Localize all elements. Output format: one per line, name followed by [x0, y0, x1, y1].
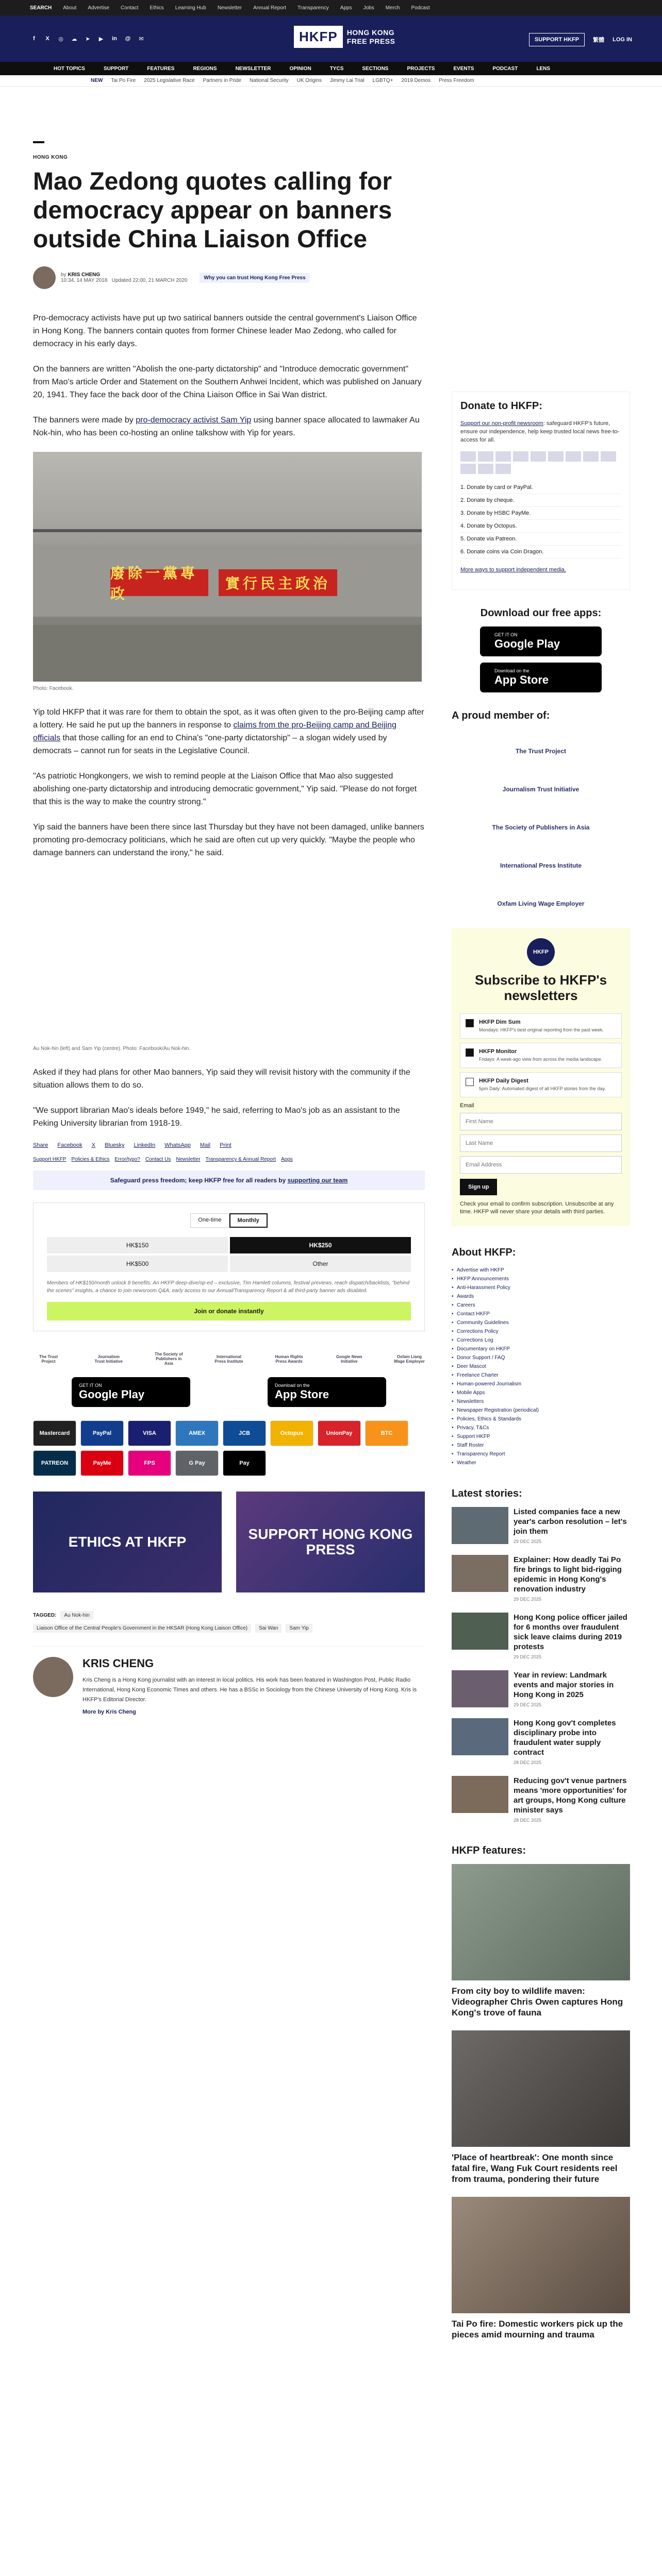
- octopus-icon[interactable]: Octopus: [270, 1420, 313, 1446]
- logo-wordmark: HONG KONG FREE PRESS: [346, 28, 395, 45]
- language-switch[interactable]: 繁體: [593, 37, 605, 43]
- google-play-badge[interactable]: GET IT ON Google Play: [480, 626, 602, 656]
- partner-logo[interactable]: Human Rights Press Awards: [275, 1354, 303, 1364]
- email-input[interactable]: [460, 1156, 622, 1174]
- about-link[interactable]: • Support HKFP: [452, 1432, 630, 1441]
- last-name-input[interactable]: [460, 1134, 622, 1152]
- tag-list: [33, 1624, 425, 1633]
- feature-title[interactable]: From city boy to wildlife maven: Videographer Chris Owen captures Hong Kong's trove of fauna: [452, 1986, 623, 2018]
- promo-banners: [33, 1492, 425, 1592]
- nav-item[interactable]: PODCAST: [492, 65, 518, 72]
- about-links: [452, 1266, 630, 1467]
- about-link[interactable]: • Freelance Charter: [452, 1371, 630, 1380]
- more-by-author-link[interactable]: More by Kris Cheng: [82, 1709, 136, 1715]
- share-mail[interactable]: Mail: [200, 1142, 211, 1148]
- nav-item[interactable]: PROJECTS: [407, 65, 435, 72]
- donate-method[interactable]: 4. Donate by Octopus.: [460, 520, 621, 533]
- first-name-input[interactable]: [460, 1113, 622, 1130]
- story-thumbnail[interactable]: [452, 1613, 508, 1650]
- nav-item[interactable]: LENS: [536, 65, 550, 72]
- newsletter-note: Check your email to confirm subscription. Unsubscribe at any time. HKFP will never share your details with third parties.: [460, 1201, 614, 1215]
- footer-link[interactable]: Policies & Ethics: [71, 1157, 110, 1162]
- donate-method[interactable]: 3. Donate by HSBC PayMe.: [460, 507, 621, 520]
- app-store-badge[interactable]: Download on the App Store: [480, 663, 602, 692]
- signup-button[interactable]: Sign up: [460, 1179, 497, 1195]
- sidebar: [452, 392, 630, 2352]
- article: [33, 141, 425, 1715]
- nav-item[interactable]: FEATURES: [147, 65, 175, 72]
- latest-story[interactable]: [452, 1670, 630, 1709]
- author-box: [33, 1646, 425, 1715]
- nav-item[interactable]: HOT TOPICS: [54, 65, 85, 72]
- sidebar-apps: [452, 607, 630, 692]
- about-link[interactable]: • Transparency Report: [452, 1450, 630, 1459]
- membership-section: [452, 710, 630, 923]
- updated-date: Updated 22:00, 21 MARCH 2020: [111, 278, 188, 283]
- footer-link[interactable]: Support HKFP: [33, 1157, 67, 1162]
- latest-stories: [452, 1488, 630, 1824]
- latest-story[interactable]: [452, 1718, 630, 1767]
- search-menu-link[interactable]: SEARCH: [30, 5, 52, 11]
- payment-icon-row: [460, 451, 621, 474]
- about-link[interactable]: • Advertise with HKFP: [452, 1266, 630, 1275]
- story-date: 29 DEC 2025: [514, 1539, 542, 1544]
- features-title: HKFP features:: [452, 1845, 526, 1856]
- story-title[interactable]: Listed companies face a new year's carbon resolution – let's join them: [514, 1507, 627, 1536]
- about-link[interactable]: • Corrections Policy: [452, 1327, 630, 1336]
- about-link[interactable]: • Human-powered Journalism: [452, 1380, 630, 1388]
- about-link[interactable]: • Awards: [452, 1292, 630, 1301]
- member-logo[interactable]: Oxfam Living Wage Employer: [497, 900, 585, 907]
- login-link[interactable]: LOG IN: [613, 37, 632, 43]
- donation-widget: [33, 1202, 425, 1331]
- topbar-link[interactable]: Newsletter: [217, 5, 242, 11]
- new-badge: NEW: [91, 78, 103, 83]
- about-link[interactable]: • Anti-Harassment Policy: [452, 1283, 630, 1292]
- email-label: Email: [460, 1103, 474, 1109]
- story-date: 29 DEC 2025: [514, 1702, 542, 1707]
- unionpay-icon: [566, 451, 581, 462]
- partner-logo[interactable]: Oxfam Liang Wage Employer: [394, 1354, 425, 1364]
- apps-title: Download our free apps:: [480, 607, 602, 619]
- photo-banner-left: 廢除一黨專政: [110, 569, 208, 596]
- threads-icon[interactable]: @: [125, 36, 131, 42]
- hot-topic-link[interactable]: Tai Po Fire: [111, 78, 136, 83]
- hot-topic-link[interactable]: 2025 Legislative Race: [144, 78, 195, 83]
- member-logo[interactable]: Journalism Trust Initiative: [502, 786, 580, 793]
- share-x[interactable]: X: [91, 1142, 96, 1148]
- bluesky-icon[interactable]: ☁: [71, 36, 77, 42]
- paragraph: The banners were made by pro-democracy activist Sam Yip using banner space allocated to lawmaker Au Nok-hin, who has been co-hosting an online talkshow with Yip for years.: [33, 416, 420, 437]
- nav-item[interactable]: EVENTS: [453, 65, 474, 72]
- facebook-icon[interactable]: f: [33, 36, 35, 42]
- features-section: [452, 1845, 630, 2340]
- latest-title: Latest stories:: [452, 1488, 522, 1499]
- article-category[interactable]: HONG KONG: [33, 155, 68, 160]
- masthead-actions: [529, 33, 632, 46]
- linkedin-icon[interactable]: in: [112, 36, 117, 42]
- share-link[interactable]: Share: [33, 1142, 48, 1148]
- latest-story[interactable]: [452, 1555, 630, 1603]
- frequency-toggle: [47, 1213, 411, 1228]
- nav-item[interactable]: NEWSLETTER: [235, 65, 271, 72]
- partner-logo[interactable]: Journalism Trust Initiative: [94, 1354, 123, 1364]
- hot-topics-bar: [0, 75, 662, 87]
- topbar-link[interactable]: Transparency: [297, 5, 329, 11]
- share-bluesky[interactable]: Bluesky: [105, 1142, 125, 1148]
- about-link[interactable]: • Policies, Ethics & Standards: [452, 1415, 630, 1423]
- logo-mark: HKFP: [294, 26, 343, 48]
- partner-logo[interactable]: The Society of Publishers in Asia: [154, 1352, 183, 1366]
- nav-item[interactable]: OPINION: [289, 65, 311, 72]
- photo-caption: Au Nok-hin (left) and Sam Yip (centre). Photo: Facebook/Au Nok-hin.: [33, 1046, 191, 1052]
- jcb-icon: [531, 451, 546, 462]
- telegram-icon[interactable]: ➤: [85, 36, 90, 42]
- partner-logo[interactable]: Google News Initiative: [336, 1354, 362, 1364]
- footer-link[interactable]: Transparency & Annual Report: [205, 1157, 276, 1162]
- site-logo[interactable]: [294, 26, 395, 48]
- paragraph: "We support librarian Mao's ideals before 1949," he said, referring to Mao's job as an assistant to the Peking University librarian from 1918-19.: [33, 1106, 400, 1128]
- about-link[interactable]: • Mobile Apps: [452, 1388, 630, 1397]
- checkbox-checked[interactable]: [466, 1019, 474, 1027]
- story-date: 28 DEC 2025: [514, 1760, 542, 1765]
- topbar-link[interactable]: Contact: [121, 5, 139, 11]
- photo-banner-right: 實行民主政治: [219, 569, 337, 596]
- story-title[interactable]: Hong Kong police officer jailed for 6 months over fraudulent sick leave claims during 2019 protests: [514, 1613, 627, 1651]
- nav-item[interactable]: SUPPORT: [103, 65, 129, 72]
- join-donate-button[interactable]: Join or donate instantly: [47, 1302, 411, 1320]
- photo-rail: [33, 529, 422, 532]
- partner-logos: [33, 1352, 425, 1366]
- newsletter-option[interactable]: HKFP Monitor Fridays: A week-ago view from across the media landscape.: [460, 1043, 622, 1068]
- article-headline: Mao Zedong quotes calling for democracy appear on banners outside China Liaison Office: [33, 168, 392, 253]
- inline-link[interactable]: claims from the pro-Beijing camp and Beijing officials: [33, 721, 396, 742]
- author-link[interactable]: KRIS CHENG: [68, 272, 101, 278]
- feature-image[interactable]: [452, 1864, 630, 1980]
- tags-section: [33, 1611, 425, 1620]
- topbar-link[interactable]: Merch: [385, 5, 400, 11]
- story-title[interactable]: Year in review: Landmark events and major stories in Hong Kong in 2025: [514, 1671, 614, 1699]
- social-links: [30, 35, 283, 43]
- donate-method[interactable]: 5. Donate via Patreon.: [460, 533, 621, 546]
- main-nav: [0, 62, 662, 75]
- safeguard-link[interactable]: supporting our team: [287, 1177, 348, 1184]
- byline-by: by: [61, 272, 67, 278]
- about-title: About HKFP:: [452, 1247, 516, 1258]
- publish-date: 10:34, 14 MAY 2018: [61, 278, 108, 283]
- paypal-icon[interactable]: PayPal: [80, 1420, 124, 1446]
- donate-text: Support our non-profit newsroom: safeguard HKFP's future, ensure our independence, help keep trusted local news free-to-access for all.: [460, 420, 620, 443]
- member-logo[interactable]: International Press Institute: [500, 862, 582, 869]
- payme-icon: [460, 464, 476, 474]
- paragraph: On the banners are written "Abolish the one-party dictatorship" and "Introduce democratic government" from Mao's article Order and Statement on the Southern Anhwei Incident, which was published on January 20, 1941. They face the back door of the China Liaison Office in Sai Wan district.: [33, 365, 422, 399]
- hot-topic-link[interactable]: Jimmy Lai Trial: [329, 78, 365, 83]
- partner-logo[interactable]: International Press Institute: [214, 1354, 243, 1364]
- divider: [33, 141, 44, 143]
- x-icon[interactable]: X: [45, 36, 49, 42]
- monthly-option[interactable]: Monthly: [229, 1213, 268, 1228]
- hkfp-badge: HKFP: [527, 938, 555, 966]
- feature-image[interactable]: [452, 2030, 630, 2147]
- about-link[interactable]: • Weather: [452, 1459, 630, 1467]
- donate-title: Donate to HKFP:: [460, 400, 542, 412]
- patreon-icon[interactable]: PATREON: [33, 1450, 76, 1476]
- bitcoin-icon: [583, 451, 599, 462]
- paragraph: Yip told HKFP that it was rare for them to obtain the spot, as it was often given to the pro-Beijing camp after a lottery. He said he put up the banners in response to claims from the pro-Beijing camp and Beijing officials that those calling for an end to China's "one-party dictatorship" – a slogan widely used by democrats – cannot run for seats in the Legislative Council.: [33, 708, 424, 755]
- google-pay-icon: [495, 464, 511, 474]
- hot-topic-link[interactable]: UK Origins: [296, 78, 322, 83]
- story-thumbnail[interactable]: [452, 1776, 508, 1813]
- octopus-icon: [548, 451, 564, 462]
- tag[interactable]: Liaison Office of the Central People's Government in the HKSAR (Hong Kong Liaison Office): [33, 1624, 251, 1633]
- amount-option[interactable]: HK$150: [47, 1237, 228, 1253]
- about-link[interactable]: • Corrections Log: [452, 1336, 630, 1345]
- topbar-link[interactable]: Learning Hub: [175, 5, 206, 11]
- footer-link[interactable]: Contact Us: [145, 1157, 171, 1162]
- feature-title[interactable]: 'Place of heartbreak': One month since fatal fire, Wang Fuk Court residents reel from trauma, pondering their future: [452, 2153, 618, 2184]
- footer-link[interactable]: Error/typo?: [114, 1157, 140, 1162]
- topbar-link[interactable]: Annual Report: [253, 5, 286, 11]
- tag[interactable]: Sam Yip: [286, 1624, 312, 1633]
- amount-options: [47, 1237, 411, 1272]
- paragraph: Pro-democracy activists have put up two satirical banners outside the central government's Liaison Office in Hong Kong. The banners contain quotes from former Chinese leader Mao Zedong, who called for democracy in his early days.: [33, 314, 417, 348]
- donate-method[interactable]: 6. Donate coins via Coin Dragon.: [460, 546, 621, 558]
- paragraph: Yip said the banners have been there since last Thursday but they have not been damaged, unlike banners promoting pro-democracy politicians, which he said are often cut up very quickly. "Maybe the people who damage banners can understand the irony," he said.: [33, 823, 424, 857]
- about-link[interactable]: • Deer Mascot: [452, 1362, 630, 1371]
- fps-icon: [478, 464, 493, 474]
- payment-methods: [33, 1420, 425, 1476]
- story-thumbnail[interactable]: [452, 1670, 508, 1707]
- support-press-promo[interactable]: SUPPORT HONG KONG PRESS: [236, 1492, 425, 1592]
- about-link[interactable]: • Privacy, T&Cs: [452, 1423, 630, 1432]
- mastercard-icon[interactable]: Mastercard: [33, 1420, 76, 1446]
- tag[interactable]: Au Nok-hin: [60, 1611, 93, 1620]
- donate-method[interactable]: 1. Donate by card or PayPal.: [460, 481, 621, 494]
- hot-topic-link[interactable]: 2019 Demos: [401, 78, 431, 83]
- latest-story[interactable]: [452, 1507, 630, 1546]
- amount-option[interactable]: HK$500: [47, 1256, 228, 1272]
- paragraph: "As patriotic Hongkongers, we wish to remind people at the Liaison Office that Mao also suggested abolishing one-party dictatorship and introducing democratic government," Yip said. "Please do not forget that this is the way to make the country strong.": [33, 772, 417, 806]
- member-perks: Members of HK$150/month unlock 8 benefits: An HKFP deep-dive/op-ed – exclusive, Tim Hamlett columns, festival previews, reach dispatch/backlists, "behind the scenes" insights, a chance to join newsroom Q&A, early access to our Annual/Transparency Report & all third-party banner ads disabled.: [47, 1280, 410, 1294]
- app-store-badge[interactable]: Download on the App Store: [268, 1377, 386, 1407]
- topbar-link[interactable]: Advertise: [88, 5, 110, 11]
- payme-icon[interactable]: PayMe: [80, 1450, 124, 1476]
- jcb-icon[interactable]: JCB: [223, 1420, 266, 1446]
- instagram-icon[interactable]: ◎: [58, 36, 63, 42]
- share-print[interactable]: Print: [220, 1142, 231, 1148]
- photo-ground: [33, 625, 422, 682]
- paragraph: Asked if they had plans for other Mao banners, Yip said they will revisit history with the community if the situation allows them to do so.: [33, 1068, 410, 1090]
- banners-photo: [33, 452, 422, 682]
- inline-link[interactable]: pro-democracy activist Sam Yip: [136, 416, 252, 425]
- byline: [33, 266, 425, 289]
- newsletter-option[interactable]: HKFP Daily Digest 5pm Daily: Automated digest of all HKFP stories from the day.: [460, 1072, 622, 1097]
- about-link[interactable]: • Documentary on HKFP: [452, 1345, 630, 1353]
- more-ways-link[interactable]: More ways to support independent media.: [460, 567, 566, 573]
- story-date: 29 DEC 2025: [514, 1654, 542, 1659]
- bitcoin-icon[interactable]: BTC: [365, 1420, 408, 1446]
- nav-item[interactable]: REGIONS: [193, 65, 217, 72]
- about-link[interactable]: • Newsletters: [452, 1397, 630, 1406]
- amex-icon: [513, 451, 528, 462]
- visa-icon[interactable]: VISA: [128, 1420, 171, 1446]
- author-avatar[interactable]: [33, 266, 56, 289]
- author-name[interactable]: KRIS CHENG: [82, 1657, 154, 1670]
- amount-option-selected[interactable]: HK$250: [230, 1237, 411, 1253]
- google-play-badge[interactable]: GET IT ON Google Play: [72, 1377, 190, 1407]
- about-link[interactable]: • Careers: [452, 1301, 630, 1310]
- topbar-link[interactable]: Apps: [340, 5, 352, 11]
- unionpay-icon[interactable]: UnionPay: [318, 1420, 361, 1446]
- amex-icon[interactable]: AMEX: [175, 1420, 219, 1446]
- story-title[interactable]: Reducing gov't venue partners means 'more opportunities' for art groups, Hong Kong culture minister says: [514, 1776, 627, 1815]
- hot-topic-link[interactable]: National Security: [250, 78, 289, 83]
- latest-story[interactable]: [452, 1613, 630, 1661]
- tag[interactable]: Sai Wan: [255, 1624, 282, 1633]
- latest-list: [452, 1507, 630, 1824]
- nav-item[interactable]: TYCS: [329, 65, 344, 72]
- share-linkedin[interactable]: LinkedIn: [134, 1142, 156, 1148]
- about-link[interactable]: • Staff Roster: [452, 1441, 630, 1450]
- story-date: 28 DEC 2025: [514, 1818, 542, 1823]
- story-title[interactable]: Hong Kong gov't completes disciplinary probe into fraudulent water supply contract: [514, 1719, 616, 1757]
- checkbox-checked[interactable]: [466, 1048, 474, 1057]
- embedded-photo-placeholder: [33, 872, 422, 1042]
- proud-title: A proud member of:: [452, 710, 550, 721]
- one-time-option[interactable]: One-time: [190, 1213, 229, 1228]
- hot-topic-link[interactable]: Press Freedom: [439, 78, 474, 83]
- support-hkfp-button[interactable]: SUPPORT HKFP: [529, 33, 585, 46]
- topbar-link[interactable]: Jobs: [363, 5, 374, 11]
- mail-icon[interactable]: ✉: [139, 36, 144, 42]
- visa-icon: [495, 451, 511, 462]
- safeguard-banner: Safeguard press freedom; keep HKFP free for all readers by supporting our team: [33, 1171, 425, 1190]
- share-facebook[interactable]: Facebook: [57, 1142, 82, 1148]
- story-date: 29 DEC 2025: [514, 1597, 542, 1602]
- topbar-link[interactable]: Ethics: [150, 5, 164, 11]
- article-footer-links: [33, 1157, 425, 1162]
- feature-title[interactable]: Tai Po fire: Domestic workers pick up the pieces amid mourning and trauma: [452, 2319, 623, 2340]
- author-photo[interactable]: [33, 1657, 73, 1697]
- member-logo[interactable]: The Society of Publishers in Asia: [492, 824, 590, 831]
- about-link[interactable]: • Community Guidelines: [452, 1318, 630, 1327]
- about-link[interactable]: • Newspaper Registration (periodical): [452, 1406, 630, 1415]
- member-logo[interactable]: The Trust Project: [515, 748, 567, 755]
- newsletter-title: Subscribe to HKFP's newsletters: [474, 972, 607, 1003]
- trust-link[interactable]: Why you can trust Hong Kong Free Press: [200, 273, 309, 283]
- nav-item[interactable]: SECTIONS: [362, 65, 389, 72]
- mastercard-icon: [460, 451, 476, 462]
- tags-label: TAGGED:: [33, 1613, 57, 1618]
- donate-method[interactable]: 2. Donate by cheque.: [460, 494, 621, 507]
- masthead: [0, 15, 662, 62]
- author-bio: Kris Cheng is a Hong Kong journalist with an interest in local politics. His work has been featured in Washington Post, Public Radio International, Hong Kong Economic Times and others. He has a BSSc in Sociology from the Chinese University of Hong Kong. Kris is HKFP's Editorial Director.: [82, 1677, 417, 1703]
- fps-icon[interactable]: FPS: [128, 1450, 171, 1476]
- latest-story[interactable]: [452, 1776, 630, 1824]
- checkbox[interactable]: [466, 1078, 474, 1086]
- about-link[interactable]: • Donor Support / FAQ: [452, 1353, 630, 1362]
- story-thumbnail[interactable]: [452, 1718, 508, 1755]
- footer-link[interactable]: Newsletter: [176, 1157, 201, 1162]
- app-store-badges: [33, 1377, 425, 1407]
- support-newsroom-link[interactable]: Support our non-profit newsroom: [460, 420, 543, 427]
- sidebar-donate: [452, 392, 630, 590]
- ethics-promo[interactable]: ETHICS AT HKFP: [33, 1492, 222, 1592]
- photo-caption: Photo: Facebook.: [33, 686, 74, 691]
- newsletter-option[interactable]: HKFP Dim Sum Mondays: HKFP's best original reporting from the past week.: [460, 1013, 622, 1039]
- hot-topic-link[interactable]: LGBTQ+: [372, 78, 393, 83]
- amount-option[interactable]: Other: [230, 1256, 411, 1272]
- story-thumbnail[interactable]: [452, 1507, 508, 1544]
- partner-logo[interactable]: The Trust Project: [39, 1354, 58, 1364]
- topbar-link[interactable]: Podcast: [411, 5, 430, 11]
- footer-link[interactable]: Apps: [280, 1157, 293, 1162]
- about-link[interactable]: • HKFP Announcements: [452, 1275, 630, 1283]
- story-title[interactable]: Explainer: How deadly Tai Po fire brings to light bid-rigging epidemic in Hong Kong's renovation industry: [514, 1555, 622, 1594]
- youtube-icon[interactable]: ▶: [98, 36, 104, 42]
- feature-image[interactable]: [452, 2197, 630, 2313]
- about-link[interactable]: • Contact HKFP: [452, 1310, 630, 1318]
- paypal-icon: [478, 451, 493, 462]
- patreon-icon: [601, 451, 616, 462]
- newsletter-signup: [452, 928, 630, 1226]
- google-pay-icon[interactable]: G Pay: [175, 1450, 219, 1476]
- topbar-link[interactable]: About: [63, 5, 77, 11]
- share-bar: [33, 1142, 425, 1148]
- hot-topic-link[interactable]: Partners in Pride: [203, 78, 242, 83]
- about-section: [452, 1247, 630, 1467]
- apple-pay-icon[interactable]: Pay: [223, 1450, 266, 1476]
- top-utility-bar: [0, 0, 662, 15]
- share-whatsapp[interactable]: WhatsApp: [164, 1142, 191, 1148]
- story-thumbnail[interactable]: [452, 1555, 508, 1592]
